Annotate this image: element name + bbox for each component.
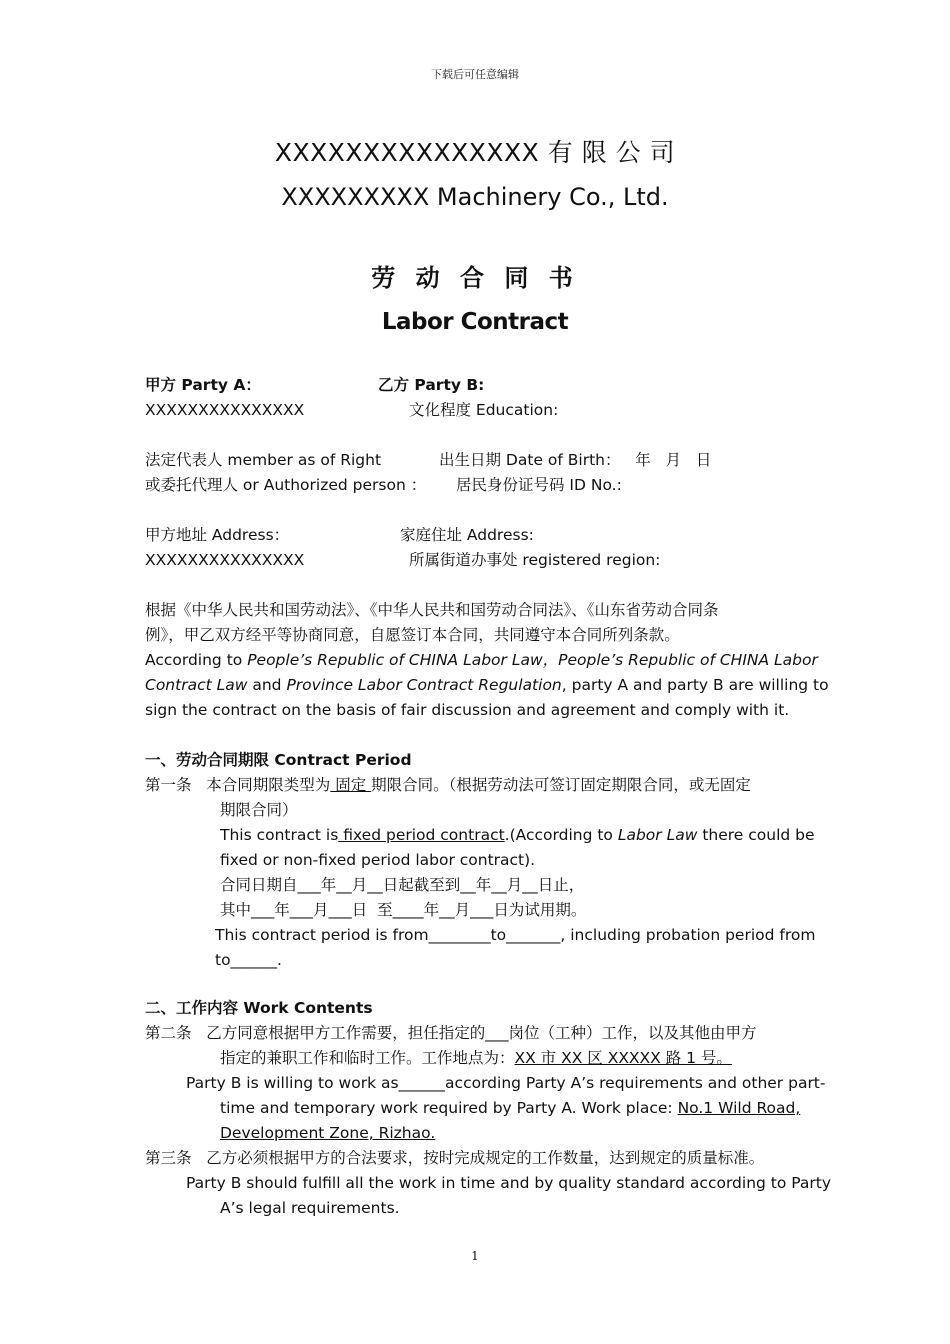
title-en: Labor Contract	[381, 309, 569, 335]
article-2-en-line-3: Development Zone, Rizhao.	[220, 1124, 436, 1142]
law-title: Province Labor Contract Regulation	[286, 676, 562, 694]
article-1-en-line-2: fixed or non-fixed period labor contract).	[220, 851, 536, 869]
section-1-heading: 一、劳动合同期限 Contract Period	[145, 751, 412, 769]
intro-en-text: According to	[145, 651, 248, 669]
contract-date-line: 合同日期自___年__月__日起截至到__年__月__日止，	[220, 876, 585, 894]
article-1-cn-line-2: 期限合同）	[220, 801, 298, 819]
article-1-en-line-1	[220, 823, 815, 848]
intro-cn-line-2: 例》，甲乙双方经平等协商同意，自愿签订本合同，共同遵守本合同所列条款。	[145, 626, 680, 644]
article-3-cn-line: 第三条 乙方必须根据甲方的合法要求，按时完成规定的工作数量，达到规定的质量标准。	[145, 1149, 765, 1167]
title-cn: 劳 动 合 同 书	[371, 264, 579, 292]
header-note: 下载后可任意编辑	[431, 68, 519, 81]
article-3-en-line-2: A’s legal requirements.	[220, 1199, 400, 1217]
legal-representative-field: 法定代表人 member as of Right	[145, 451, 382, 469]
intro-en-line-2	[145, 673, 829, 698]
intro-en-text: , party A and party B are willing to	[561, 676, 829, 694]
article-text: 指定的兼职工作和临时工作。工作地点为：	[220, 1049, 515, 1067]
article-text: This contract is	[220, 826, 339, 844]
article-2-cn-line-2	[220, 1046, 732, 1071]
date-of-birth-field: 出生日期 Date of Birth： 年 月 日	[439, 451, 712, 469]
article-2-en-line-1: Party B is willing to work as______according Party A’s requirements and other part-	[186, 1074, 826, 1092]
work-place-cn-value: XX 市 XX 区 XXXXX 路 1 号。	[514, 1049, 732, 1067]
article-1-cn-line-1	[145, 773, 751, 798]
article-1-en-period-line: This contract period is from________to_______, including probation period from	[215, 926, 816, 944]
article-3-en-line-1: Party B should fulfill all the work in time and by quality standard according to Party	[186, 1174, 832, 1192]
intro-en-line-1	[145, 648, 818, 673]
home-address-field: 家庭住址 Address:	[400, 526, 534, 544]
party-a-address-label: 甲方地址 Address：	[145, 526, 290, 544]
authorized-person-field: 或委托代理人 or Authorized person ：	[145, 476, 427, 494]
work-place-en-value: No.1 Wild Road,	[677, 1099, 801, 1117]
law-title: Contract Law	[145, 676, 248, 694]
article-text: 期限合同。（根据劳动法可签订固定期限合同，或无固定	[371, 776, 751, 794]
intro-en-text: and	[247, 676, 287, 694]
article-2-cn-line-1: 第二条 乙方同意根据甲方工作需要，担任指定的___岗位（工种）工作，以及其他由甲方	[145, 1024, 757, 1042]
article-text: there could be	[697, 826, 815, 844]
company-name-en: XXXXXXXXX Machinery Co., Ltd.	[281, 183, 669, 211]
party-a-label: 甲方 Party A：	[145, 376, 261, 394]
article-text: 第一条 本合同期限类型为	[145, 776, 331, 794]
law-title: Labor Law	[617, 826, 698, 844]
article-text: time and temporary work required by Party A. Work place:	[220, 1099, 678, 1117]
article-2-en-line-2	[220, 1096, 800, 1121]
page-number: 1	[471, 1249, 479, 1263]
education-field: 文化程度 Education:	[409, 401, 559, 419]
party-a-name: XXXXXXXXXXXXXXX	[145, 401, 305, 419]
section-2-heading: 二、工作内容 Work Contents	[145, 999, 373, 1017]
article-1-en-probation-line: to______.	[215, 951, 282, 969]
intro-en-line-3: sign the contract on the basis of fair discussion and agreement and comply with it.	[145, 701, 790, 719]
intro-cn-line-1: 根据《中华人民共和国劳动法》、《中华人民共和国劳动合同法》、《山东省劳动合同条	[145, 601, 719, 619]
company-name-cn: XXXXXXXXXXXXXXX 有 限 公 司	[274, 138, 676, 167]
contract-type-value: fixed period contract	[338, 826, 505, 844]
probation-date-line: 其中___年___月___日 至____年__月___日为试用期。	[220, 901, 587, 919]
contract-type-value: 固定	[330, 776, 372, 794]
law-title: People’s Republic of CHINA Labor Law，People’s Republic of CHINA Labor	[247, 651, 818, 669]
id-number-field: 居民身份证号码 ID No.:	[456, 476, 622, 494]
party-b-label: 乙方 Party B:	[378, 376, 485, 394]
party-a-address-value: XXXXXXXXXXXXXXX	[145, 551, 305, 569]
registered-region-field: 所属街道办事处 registered region:	[409, 551, 661, 569]
article-text: .(According to	[504, 826, 618, 844]
